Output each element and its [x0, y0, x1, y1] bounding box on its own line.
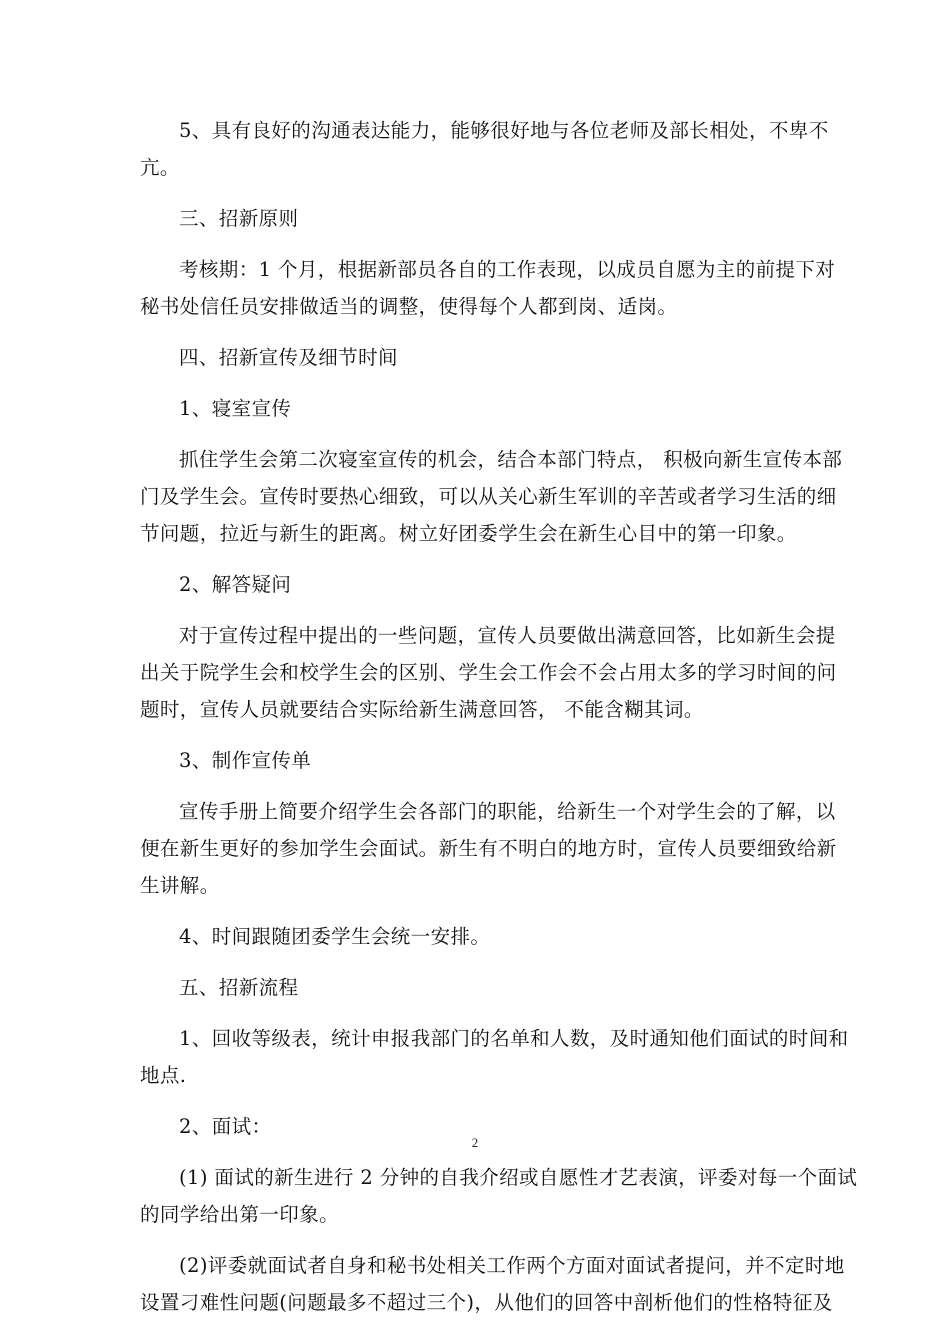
text-line: 三、招新原则: [179, 207, 299, 230]
paragraph-dorm-promotion: [140, 441, 843, 552]
text-line: 便在新生更好的参加学生会面试。新生有不明白的地方时，宣传人员要细致给新: [140, 837, 837, 860]
paragraph-flyer: [140, 793, 837, 904]
paragraph-assessment: [140, 251, 836, 325]
text-line: 考核期：1 个月，根据新部员各自的工作表现，以成员自愿为主的前提下对: [179, 258, 836, 281]
text-line: 设置刁难性问题(问题最多不超过三个)，从他们的回答中剖析他们的性格特征及: [140, 1291, 833, 1314]
text-line: 5、具有良好的沟通表达能力，能够很好地与各位老师及部长相处，不卑不: [179, 119, 829, 142]
text-line: 出关于院学生会和校学生会的区别、学生会工作会不会占用太多的学习时间的问: [140, 661, 837, 684]
text-line: 抓住学生会第二次寝室宣传的机会，结合本部门特点， 积极向新生宣传本部: [179, 448, 843, 471]
section-heading-5: [140, 969, 804, 1006]
paragraph-collect-forms: [140, 1020, 849, 1094]
text-line: 3、制作宣传单: [179, 749, 312, 772]
section-heading-4: [140, 339, 804, 376]
text-line: 秘书处信任员安排做适当的调整，使得每个人都到岗、适岗。: [140, 295, 678, 318]
subheading-flyer: [140, 742, 804, 779]
paragraph-schedule: [140, 918, 804, 955]
section-heading-3: [140, 200, 804, 237]
text-line: 五、招新流程: [179, 976, 299, 999]
text-line: 1、寝室宣传: [179, 397, 292, 420]
page-number: 2: [471, 1135, 479, 1150]
text-line: 题时，宣传人员就要结合实际给新生满意回答， 不能含糊其词。: [140, 698, 704, 721]
text-line: 的同学给出第一印象。: [140, 1203, 340, 1226]
text-line: 2、解答疑问: [179, 573, 292, 596]
subheading-dorm-promotion: [140, 390, 804, 427]
text-line: 四、招新宣传及细节时间: [179, 346, 398, 369]
text-line: 4、时间跟随团委学生会统一安排。: [179, 925, 491, 948]
subheading-answer-questions: [140, 566, 804, 603]
text-line: 2、面试：: [179, 1115, 272, 1138]
text-line: 生讲解。: [140, 874, 220, 897]
text-line: 对于宣传过程中提出的一些问题，宣传人员要做出满意回答，比如新生会提: [179, 624, 836, 647]
text-line: 亢。: [140, 156, 180, 179]
paragraph-answer-questions: [140, 617, 837, 728]
text-line: 1、回收等级表，统计申报我部门的名单和人数，及时通知他们面试的时间和: [179, 1027, 849, 1050]
text-line: (1) 面试的新生进行 2 分钟的自我介绍或自愿性才艺表演，评委对每一个面试: [179, 1166, 858, 1189]
text-line: 节问题，拉近与新生的距离。树立好团委学生会在新生心目中的第一印象。: [140, 522, 797, 545]
text-line: 宣传手册上简要介绍学生会各部门的职能，给新生一个对学生会的了解，以: [179, 800, 836, 823]
text-line: 地点.: [140, 1064, 187, 1087]
document-body: [140, 112, 858, 1335]
text-line: 门及学生会。宣传时要热心细致，可以从关心新生军训的辛苦或者学习生活的细: [140, 485, 837, 508]
paragraph-1: [140, 112, 829, 186]
paragraph-interview-1: [140, 1159, 858, 1233]
text-line: (2)评委就面试者自身和秘书处相关工作两个方面对面试者提问，并不定时地: [179, 1254, 845, 1277]
paragraph-interview-2: [140, 1247, 845, 1321]
